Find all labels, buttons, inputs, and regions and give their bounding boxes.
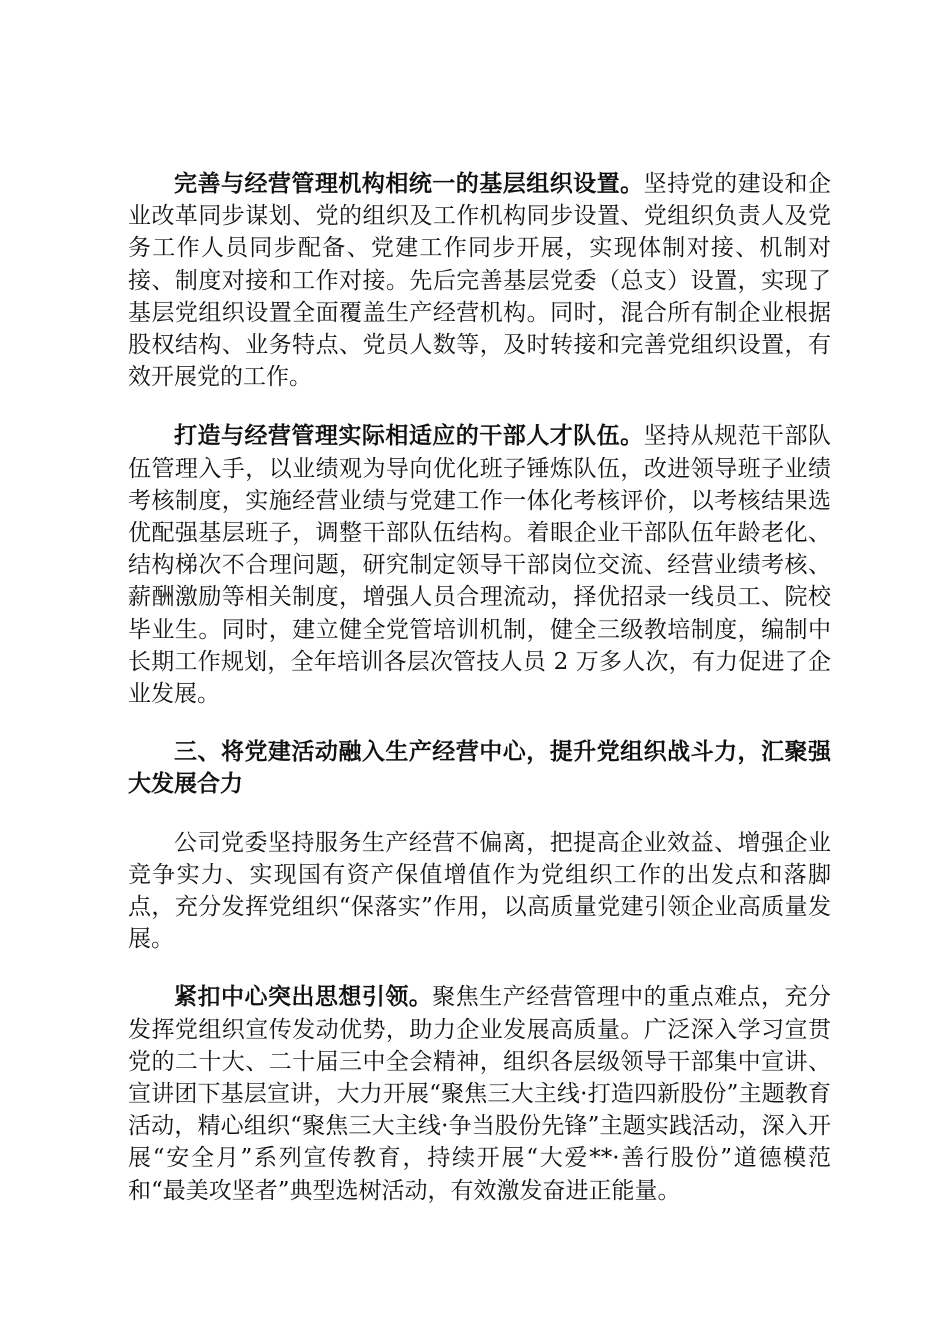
- paragraph-cadre-team: [128, 420, 831, 710]
- document-page: [128, 168, 831, 1233]
- paragraph-lead: 完善与经营管理机构相统一的基层组织设置。: [174, 170, 644, 197]
- paragraph-ideology-guidance: [128, 981, 831, 1206]
- paragraph-body: 坚持党的建设和企业改革同步谋划、党的组织及工作机构同步设置、党组织负责人及党务工作人员同步配备、党建工作同步开展，实现体制对接、机制对接、制度对接和工作对接。先后完善基层党委（总支）设置，实现了基层党组织设置全面覆盖生产经营机构。同时，混合所有制企业根据股权结构、业务特点、党员人数等，及时转接和完善党组织设置，有效开展党的工作。: [128, 171, 832, 391]
- paragraph-lead: 紧扣中心突出思想引领。: [174, 983, 433, 1011]
- paragraph-org-setup: [128, 168, 831, 393]
- paragraph-lead: 打造与经营管理实际相适应的干部人才队伍。: [174, 422, 644, 450]
- paragraph-body: 坚持从规范干部队伍管理入手，以业绩观为导向优化班子锤炼队伍，改进领导班子业绩考核制度，实施经营业绩与党建工作一体化考核评价，以考核结果选优配强基层班子，调整干部队伍结构。着眼企业干部队伍年龄老化、结构梯次不合理问题，研究制定领导干部岗位交流、经营业绩考核、薪酬激励等相关制度，增强人员合理流动，择优招录一线员工、院校毕业生。同时，建立健全党管培训机制，健全三级教培制度，编制中长期工作规划，全年培训各层次管技人员 2 万多人次，有力促进了企业发展。: [128, 423, 832, 708]
- paragraph-body: 聚焦生产经营管理中的重点难点，充分发挥党组织宣传发动优势，助力企业发展高质量。广泛深入学习宣贯党的二十大、二十届三中全会精神，组织各层级领导干部集中宣讲、宣讲团下基层宣讲，大力开展“聚焦三大主线·打造四新股份”主题教育活动，精心组织“聚焦三大主线·争当股份先锋”主题实践活动，深入开展“安全月”系列宣传教育，持续开展“大爱**·善行股份”道德模范和“最美攻坚者”典型选树活动，有效激发奋进正能量。: [128, 984, 832, 1204]
- section-heading: 三、将党建活动融入生产经营中心，提升党组织战斗力，汇聚强大发展合力: [128, 738, 831, 798]
- paragraph-body: 公司党委坚持服务生产经营不偏离，把提高企业效益、增强企业竞争实力、实现国有资产保值增值作为党组织工作的出发点和落脚点，充分发挥党组织“保落实”作用，以高质量党建引领企业高质量发展。: [128, 829, 831, 953]
- paragraph-section-intro: [128, 827, 831, 956]
